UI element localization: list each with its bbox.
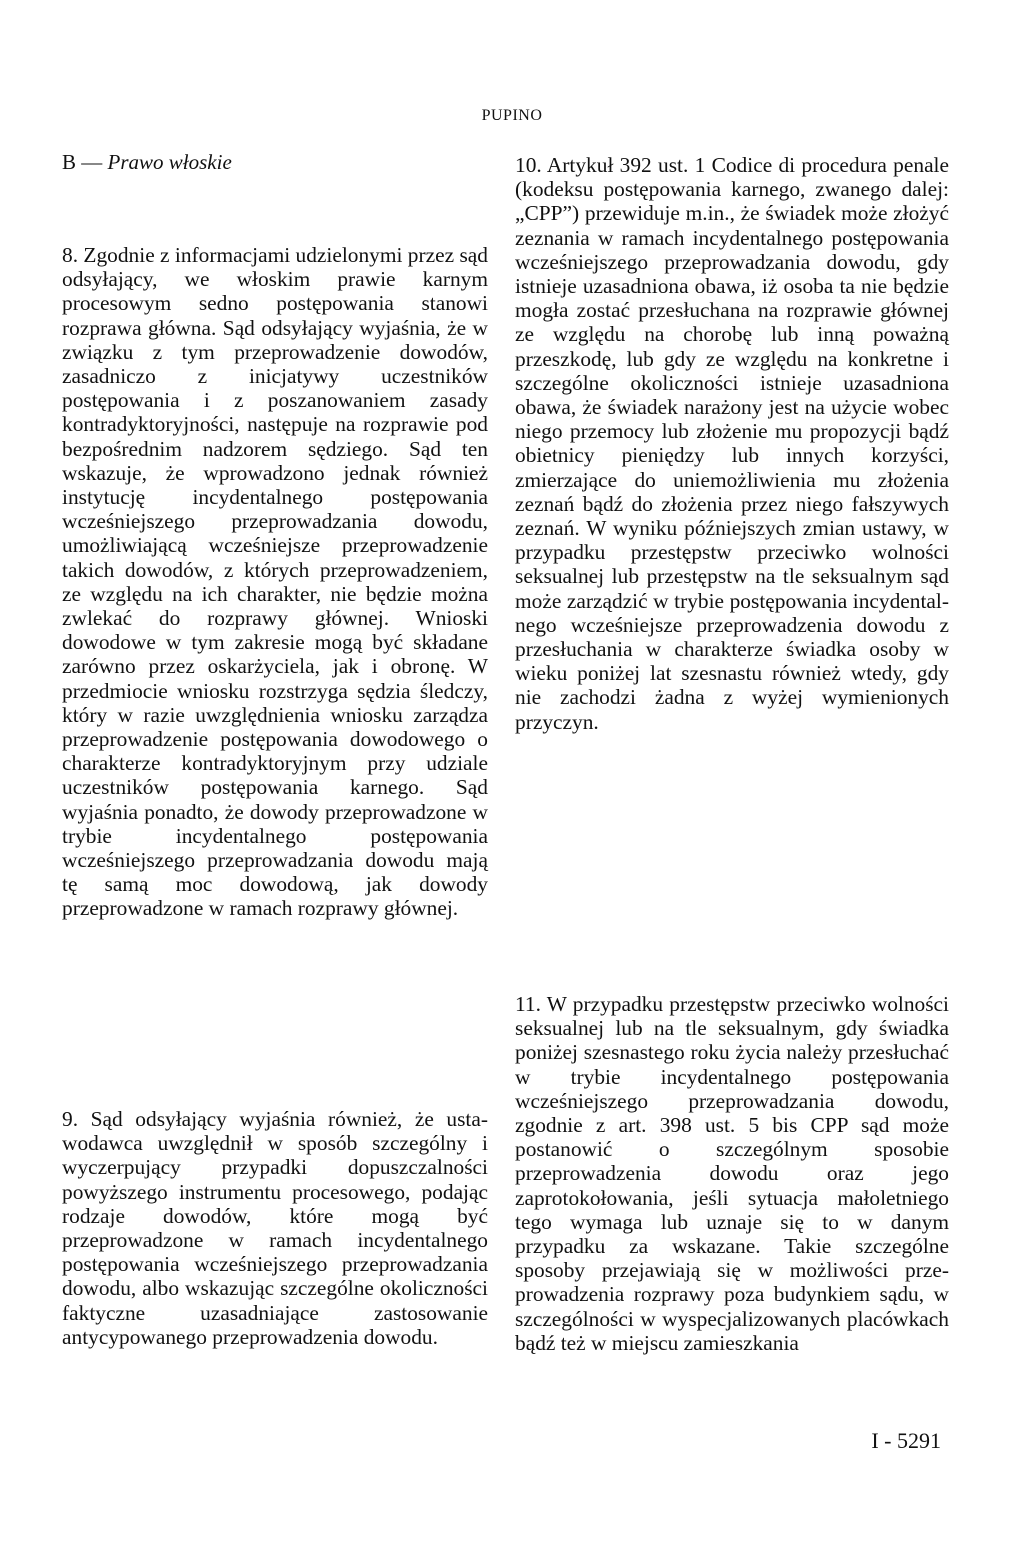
section-title: Prawo włoskie xyxy=(107,150,232,174)
page-number: I - 5291 xyxy=(871,1428,941,1453)
paragraph-9: 9. Sąd odsyłający wyjaśnia również, że ustawodawca uwzględnił w sposób szczególny i wyczerpujący przypadki dopuszczalności powyższego instrumentu procesowego, podając rodzaje dowodów, które mogą być przeprowadzone w ramach incydentalnego postępowania wcześniejszego przeprowadzania dowodu, albo wskazując szczególne okoliczności faktyczne uzasadniające zastosowanie antycypowanego przeprowadzenia dowodu. xyxy=(62,1107,488,1349)
running-header: PUPINO xyxy=(481,107,543,124)
paragraph-11: 11. W przypadku przestępstw przeciwko wolności seksualnej lub na tle seksualnym, gdy świadka poniżej szesnastego roku życia należy przesłuchać w trybie incydentalnego postępowania wcześniejszego przeprowadzania dowodu, zgodnie z art. 398 ust. 5 bis CPP sąd może postanowić o szczególnym sposobie przeprowadzenia dowodu oraz jego zaprotokołowania, jeśli sytuacja małoletniego tego wymaga lub uznaje się to w danym przypadku za wskazane. Takie szczególne sposoby przejawiają się w możliwości przeprowadzenia rozprawy poza budynkiem sądu, w szczególności w wyspecjalizowanych placówkach bądź też w miejscu zamieszkania xyxy=(515,992,949,1355)
paragraph-10: 10. Artykuł 392 ust. 1 Codice di procedura penale (kodeksu postępowania karnego, zwanego dalej: „CPP”) przewiduje m.in., że świadek może złożyć zeznania w ramach incydentalnego postępowania wcześniejszego przeprowadzania dowodu, gdy istnieje uzasadniona obawa, iż osoba ta nie będzie mogła zostać przesłuchana na rozprawie głównej ze względu na chorobę lub inną poważną przeszkodę, lub gdy ze względu na konkretne i szczególne okoliczności istnieje uzasadniona obawa, że świadek narażony jest na użycie wobec niego przemocy lub złożenie mu propozycji bądź obietnicy pieniędzy lub innych korzyści, zmierzające do uniemożliwienia mu złożenia zeznań bądź do złożenia przez niego fałszywych zeznań. W wyniku późniejszych zmian ustawy, w przypadku przestępstw przeciwko wolności seksualnej lub przestępstw na tle seksualnym sąd może zarządzić w trybie postępowania incydentalnego wcześniejsze przeprowadzenia dowodu z przesłuchania w charakterze świadka osoby w wieku poniżej lat szesnastu również wtedy, gdy nie zachodzi żadna z wyżej wymienionych przyczyn. xyxy=(515,153,949,734)
section-label: B — xyxy=(62,150,103,174)
section-heading xyxy=(62,150,232,175)
paragraph-8: 8. Zgodnie z informacjami udzielonymi przez sąd odsyłający, we włoskim prawie karnym procesowym sedno postępowania stanowi rozprawa główna. Sąd odsyłający wyjaśnia, że w związku z tym przeprowadzenie dowodów, zasadniczo z inicjatywy uczestników postępowania i z poszanowaniem zasady kontradyktoryjności, następuje na rozprawie pod bezpośrednim nadzorem sędziego. Sąd ten wskazuje, że wprowadzono jednak również instytucję incydentalnego postępowania wcześniejszego przeprowadzania dowodu, umożliwiającą wcześniejsze przeprowadzenie takich dowodów, z których przeprowadzeniem, ze względu na ich charakter, nie będzie można zwlekać do rozprawy głównej. Wnioski dowodowe w tym zakresie mogą być składane zarówno przez oskarżyciela, jak i obronę. W przedmiocie wniosku rozstrzyga sędzia śledczy, który w razie uwzględnienia wniosku zarządza przeprowadzenie postępowania dowodowego o charakterze kontradyktoryjnym przy udziale uczestników postępowania karnego. Sąd wyjaśnia ponadto, że dowody przeprowadzone w trybie incydentalnego postępowania wcześniejszego przeprowadzania dowodu mają tę samą moc dowodową, jak dowody przeprowadzone w ramach rozprawy głównej. xyxy=(62,243,488,921)
